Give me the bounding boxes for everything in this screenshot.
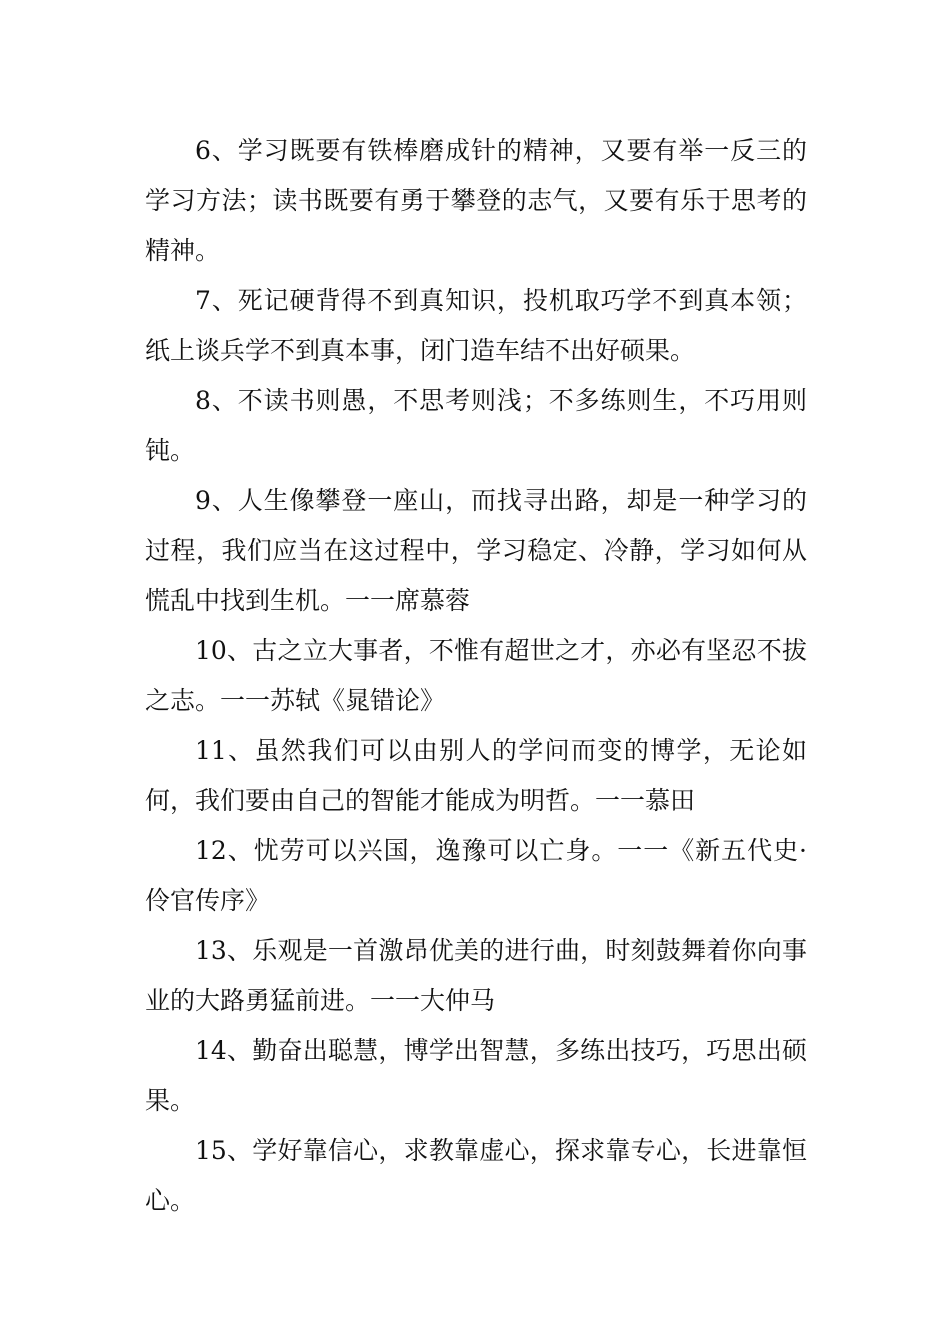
quote-paragraph-10: 10、古之立大事者，不惟有超世之才，亦必有坚忍不拔之志。一一苏轼《晁错论》: [145, 636, 807, 715]
document-page: [145, 126, 807, 1226]
quote-paragraph-11: 11、虽然我们可以由别人的学问而变的博学，无论如何，我们要由自己的智能才能成为明哲。一一慕田: [145, 736, 807, 815]
quote-paragraph-7: 7、死记硬背得不到真知识，投机取巧学不到真本领；纸上谈兵学不到真本事，闭门造车结不出好硕果。: [145, 286, 807, 365]
quote-paragraph-15: 15、学好靠信心，求教靠虚心，探求靠专心，长进靠恒心。: [145, 1136, 807, 1215]
quote-paragraph-14: 14、勤奋出聪慧，博学出智慧，多练出技巧，巧思出硕果。: [145, 1036, 807, 1115]
quote-paragraph-13: 13、乐观是一首激昂优美的进行曲，时刻鼓舞着你向事业的大路勇猛前进。一一大仲马: [145, 936, 807, 1015]
quote-paragraph-9: 9、人生像攀登一座山，而找寻出路，却是一种学习的过程，我们应当在这过程中，学习稳定、冷静，学习如何从慌乱中找到生机。一一席慕蓉: [145, 486, 807, 615]
quote-paragraph-12: 12、忧劳可以兴国，逸豫可以亡身。一一《新五代史·伶官传序》: [145, 836, 807, 915]
quote-paragraph-8: 8、不读书则愚，不思考则浅；不多练则生，不巧用则钝。: [145, 386, 807, 465]
quote-paragraph-6: 6、学习既要有铁棒磨成针的精神，又要有举一反三的学习方法；读书既要有勇于攀登的志气，又要有乐于思考的精神。: [145, 136, 807, 265]
